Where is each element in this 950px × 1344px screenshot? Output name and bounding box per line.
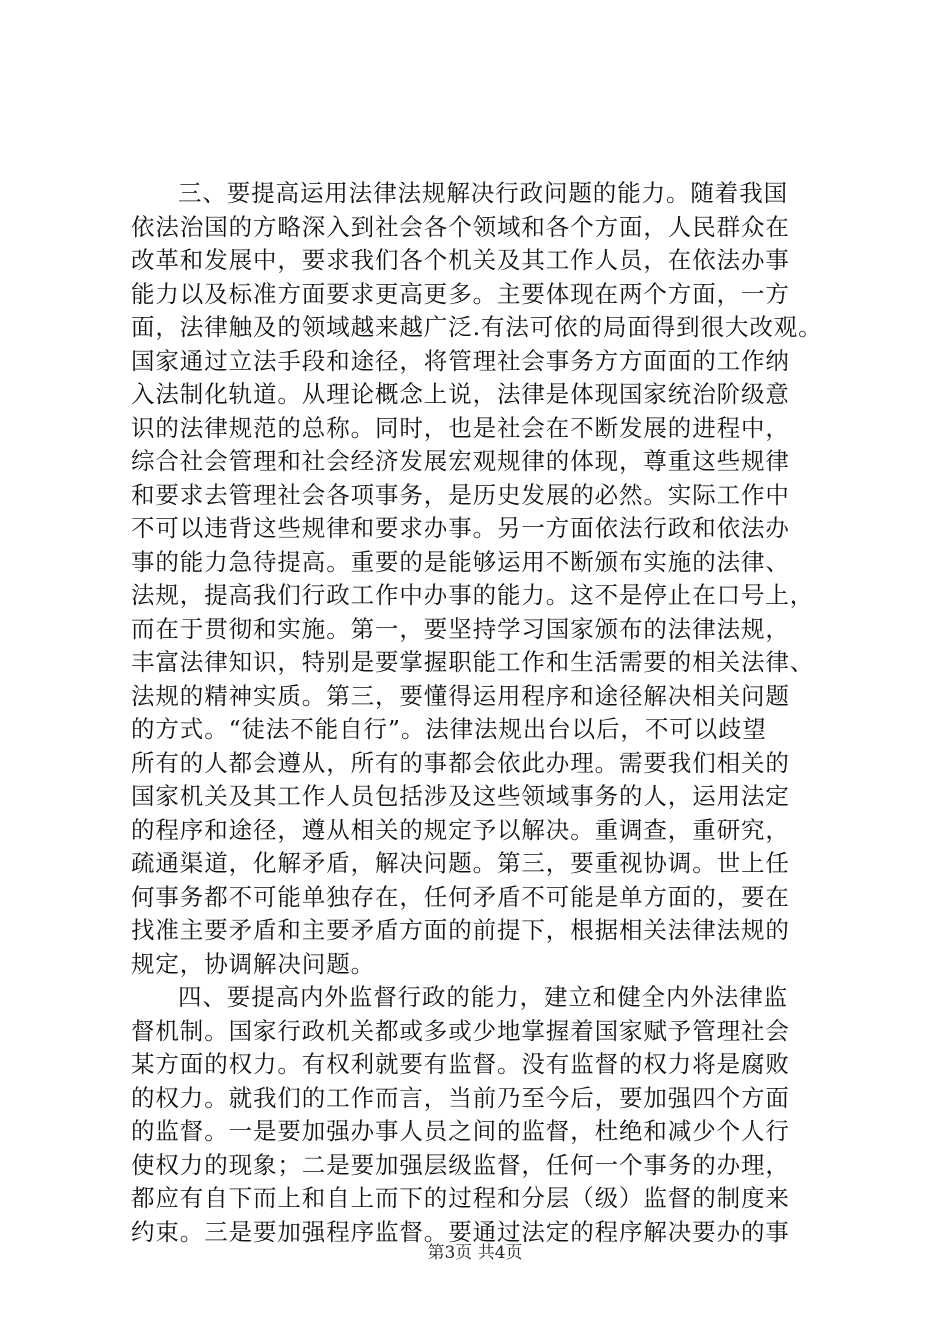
paragraph-3-line-3: 改革和发展中，要求我们各个机关及其工作人员，在依法办事 — [131, 246, 790, 274]
paragraph-3-line-17: 的方式。“徒法不能自行”。法律法规出台以后，不可以歧望 — [131, 715, 767, 743]
paragraph-3-line-21: 疏通渠道，化解矛盾，解决问题。第三，要重视协调。世上任 — [131, 849, 790, 877]
paragraph-3-line-22: 何事务都不可能单独存在，任何矛盾不可能是单方面的，要在 — [131, 882, 790, 911]
paragraph-3-line-1: 三、要提高运用法律法规解决行政问题的能力。随着我国 — [178, 179, 788, 207]
paragraph-4-line-5: 的监督。一是要加强办事人员之间的监督，杜绝和减少个人行 — [131, 1117, 790, 1145]
paragraph-3-line-6: 国家通过立法手段和途径，将管理社会事务方方面面的工作纳 — [131, 346, 790, 375]
paragraph-3-line-23: 找准主要矛盾和主要矛盾方面的前提下，根据相关法律法规的 — [131, 916, 790, 944]
paragraph-3-line-10: 和要求去管理社会各项事务，是历史发展的必然。实际工作中 — [131, 480, 790, 509]
paragraph-3-line-11: 不可以违背这些规律和要求办事。另一方面依法行政和依法办 — [131, 514, 790, 542]
paragraph-3-line-19: 国家机关及其工作人员包括涉及这些领域事务的人，运用法定 — [131, 782, 790, 810]
paragraph-4-line-4: 的权力。就我们的工作而言，当前乃至今后，要加强四个方面 — [131, 1083, 790, 1112]
paragraph-3-line-7: 入法制化轨道。从理论概念上说，法律是体现国家统治阶级意 — [131, 380, 790, 408]
paragraph-3-line-14: 而在于贯彻和实施。第一，要坚持学习国家颁布的法律法规， — [131, 614, 790, 643]
paragraph-3-line-4: 能力以及标准方面要求更高更多。主要体现在两个方面，一方 — [131, 279, 790, 308]
paragraph-4-line-1: 四、要提高内外监督行政的能力，建立和健全内外法律监 — [178, 983, 788, 1011]
paragraph-3-line-18: 所有的人都会遵从，所有的事都会依此办理。需要我们相关的 — [131, 748, 790, 777]
page-number: 第3页 共4页 — [427, 1243, 523, 1263]
paragraph-3-line-13: 法规，提高我们行政工作中办事的能力。这不是停止在口号上， — [131, 581, 815, 609]
paragraph-4-line-7: 都应有自下而上和自上而下的过程和分层（级）监督的制度来 — [131, 1184, 790, 1212]
paragraph-3-line-2: 依法治国的方略深入到社会各个领域和各个方面，人民群众在 — [131, 212, 790, 241]
page-footer — [0, 1242, 950, 1264]
paragraph-3-line-12: 事的能力急待提高。重要的是能够运用不断颁布实施的法律、 — [131, 547, 790, 576]
paragraph-3-line-16: 法规的精神实质。第三，要懂得运用程序和途径解决相关问题 — [131, 681, 790, 710]
paragraph-3-line-5: 面，法律触及的领域越来越广泛.有法可依的局面得到很大改观。 — [131, 313, 823, 341]
paragraph-3-line-8: 识的法律规范的总称。同时，也是社会在不断发展的进程中， — [131, 413, 790, 442]
paragraph-4-line-2: 督机制。国家行政机关都或多或少地掌握着国家赋予管理社会 — [131, 1016, 790, 1045]
document-body — [131, 177, 831, 1249]
paragraph-3-line-15: 丰富法律知识，特别是要掌握职能工作和生活需要的相关法律、 — [131, 648, 815, 676]
paragraph-4-line-3: 某方面的权力。有权利就要有监督。没有监督的权力将是腐败 — [131, 1050, 790, 1078]
paragraph-4-line-8: 约束。三是要加强程序监督。要通过法定的程序解决要办的事 — [131, 1217, 790, 1246]
paragraph-4-line-6: 使权力的现象；二是要加强层级监督，任何一个事务的办理， — [131, 1150, 790, 1179]
paragraph-3-line-20: 的程序和途径，遵从相关的规定予以解决。重调查，重研究， — [131, 815, 790, 844]
paragraph-3-line-9: 综合社会管理和社会经济发展宏观规律的体现，尊重这些规律 — [131, 447, 790, 475]
paragraph-3-line-24: 规定，协调解决问题。 — [131, 949, 375, 978]
